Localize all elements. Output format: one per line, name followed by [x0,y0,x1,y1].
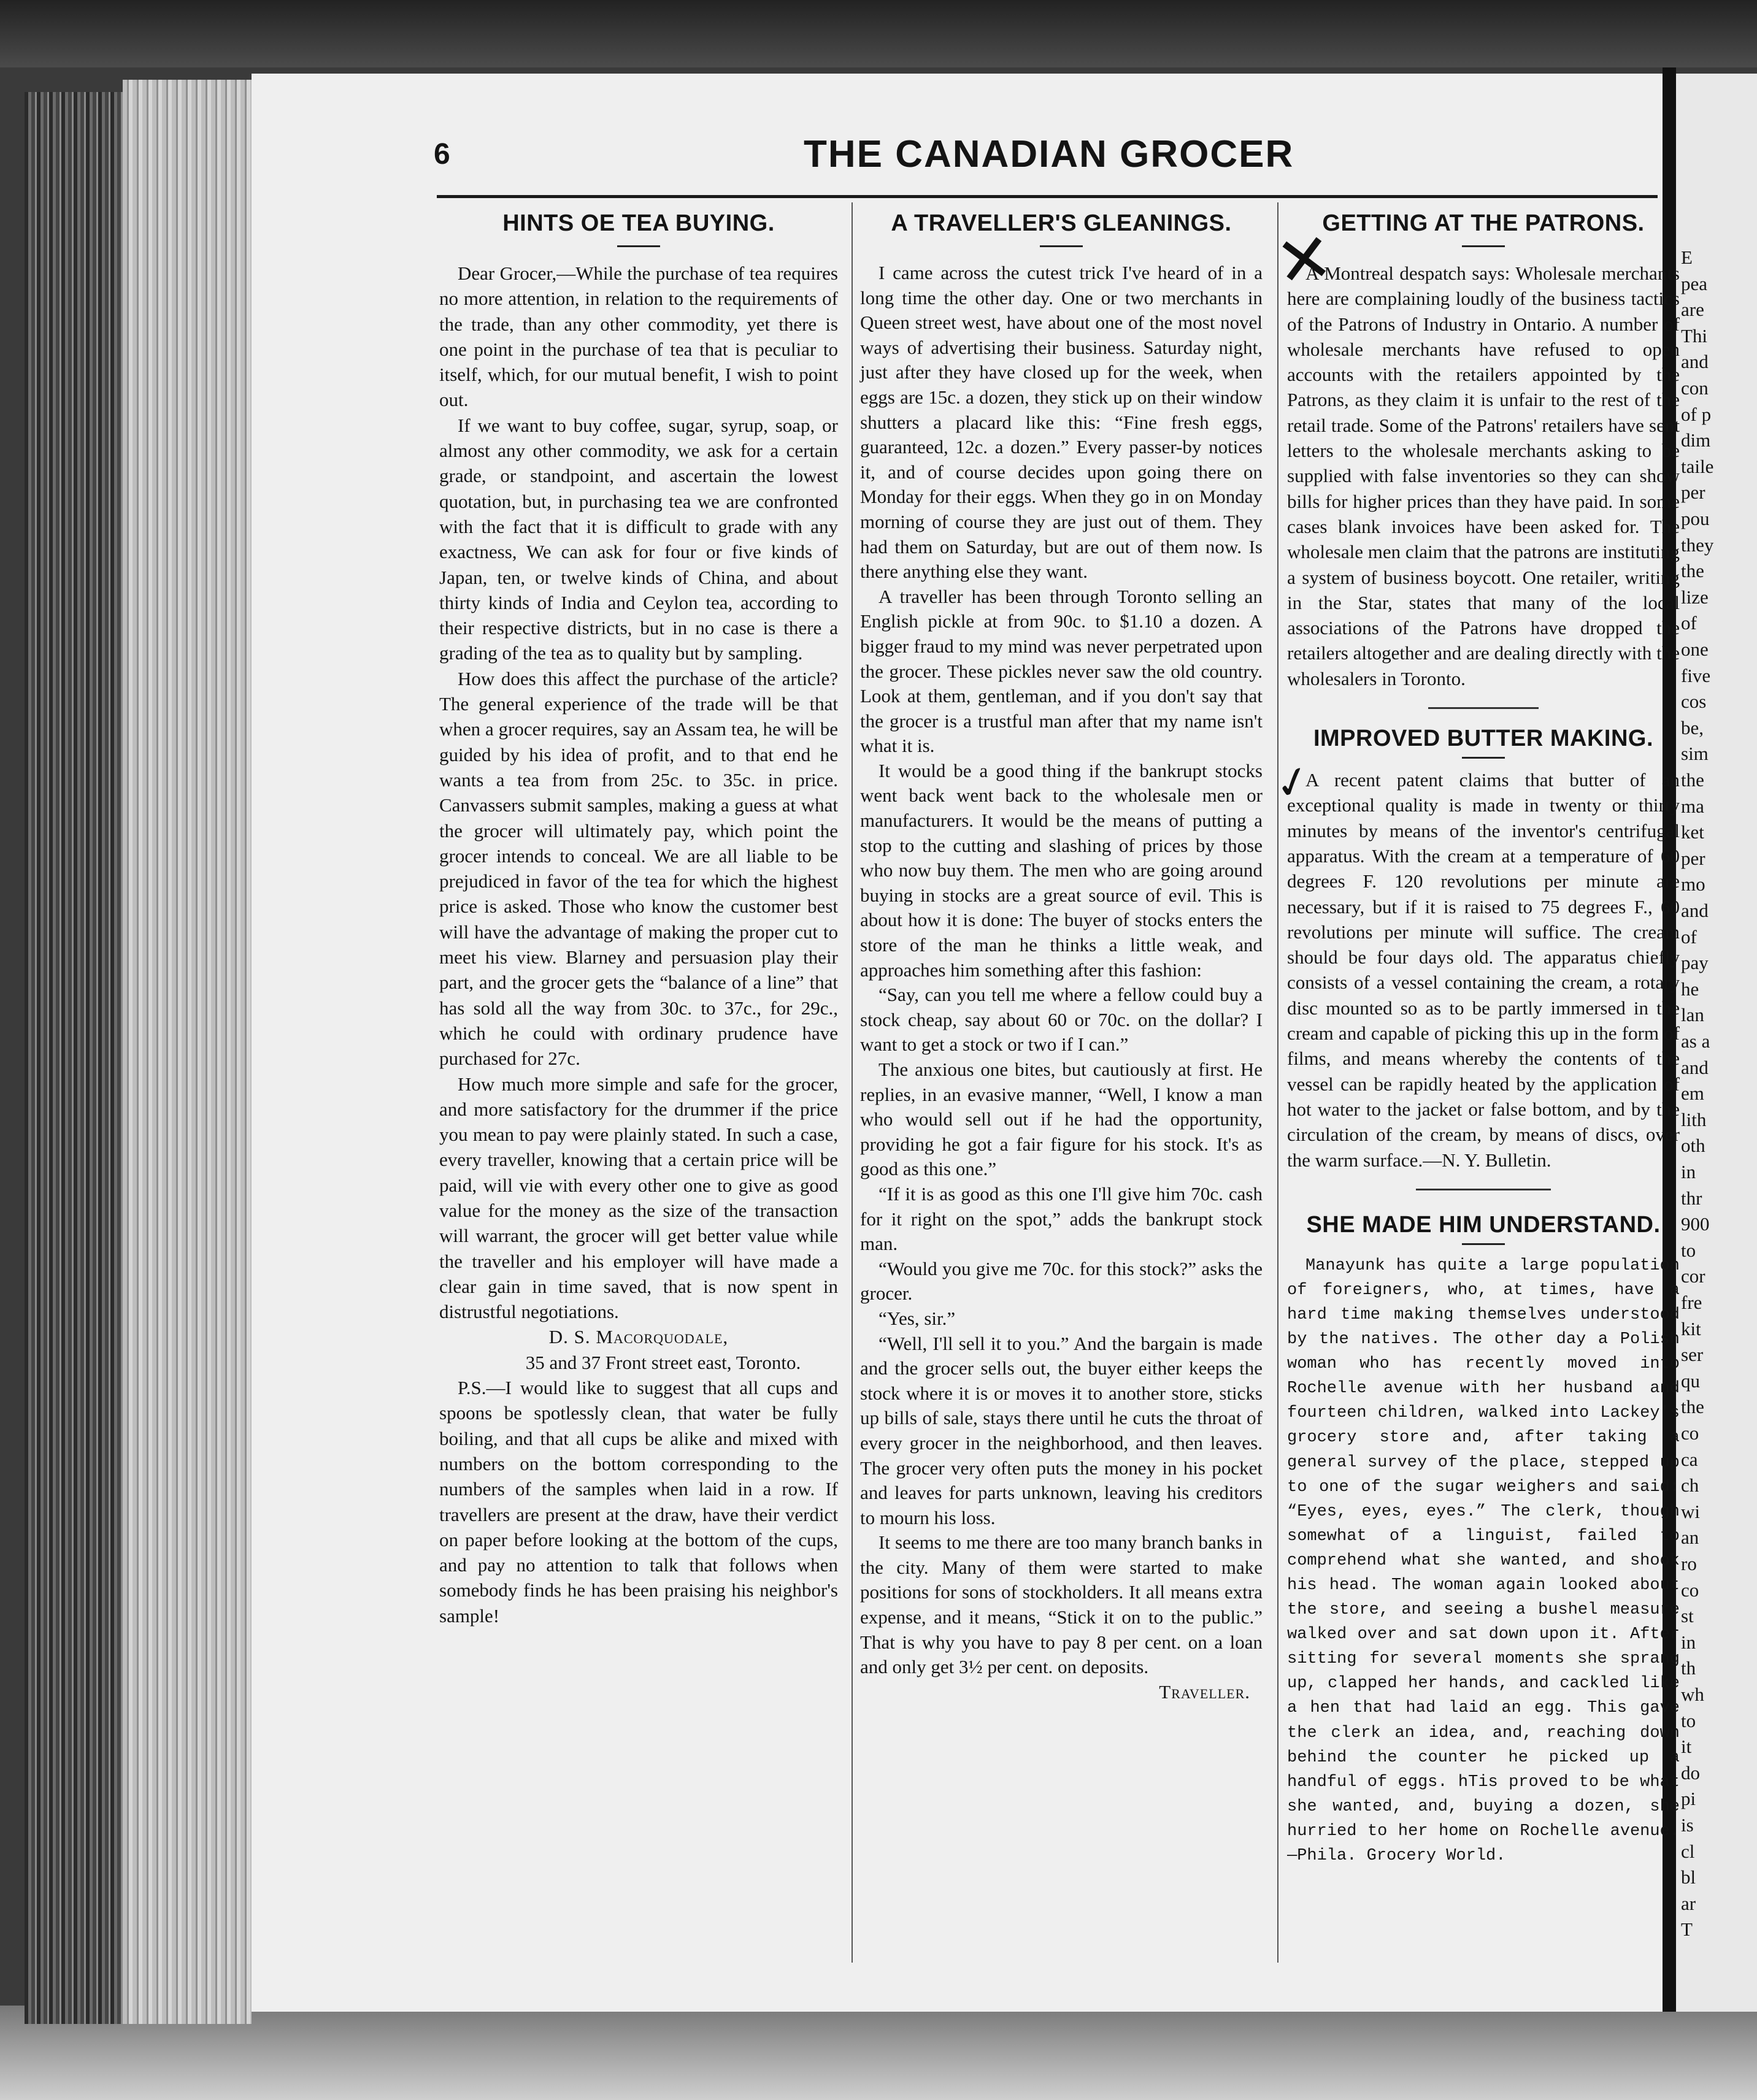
adjacent-page-text-fragment: co [1681,1579,1699,1601]
article-separator [1416,1189,1551,1190]
paragraph: “If it is as good as this one I'll give him 70c. cash for it right on the spot,” adds the bankrupt stock man. [860,1182,1263,1255]
title-rule [1040,245,1083,247]
adjacent-page-text-fragment: dim [1681,429,1711,451]
title-rule [1462,245,1505,247]
scan-background-top [0,0,1757,67]
handwritten-cross-mark: ✕ [1271,217,1338,303]
adjacent-page-text-fragment: ca [1681,1448,1698,1470]
adjacent-page-fragment [1676,74,1757,2012]
adjacent-page-text-fragment: 900 [1681,1213,1710,1235]
paragraph: A recent patent claims that butter of an exceptional quality is made in twenty or thirty minutes by means of the inventor's centrifugal apparatus. With the cream at a temperature of 60 degrees F. 120 revolutions per minute are necessary, but if it is raised to 75 degrees F., 60 revolutions per minute will suffice. The cream should be four days old. The apparatus chiefly consists of a vessel containing the cream, a rotary disc mounted so as to be partly immersed in the cream and capable of picking this up in the form of films, and means whereby the contents of the vessel can be rapidly heated by the application of hot water to the jacket or false bottom, and by the circulation of the cream, by means of discs, over the warm surface.—N. Y. Bulletin. [1287,769,1680,1171]
adjacent-page-text-fragment: ch [1681,1474,1699,1496]
paragraph: It seems to me there are too many branch banks in the city. Many of them were started to make positions for sons of stockholders. It all means extra expense, and it means, “Stick it on to the public.” That is why you have to pay 8 per cent. on a loan and only get 3½ per cent. on deposits. [860,1531,1263,1678]
paragraph: “Well, I'll sell it to you.” And the bargain is made and the grocer sells out, the buyer either keeps the stock where it is or moves it to another store, sticks up bills of sale, stays there until he cuts the throat of every grocer in the neighborhood, and then leaves. The grocer very often puts the money in his pocket and leaves for parts unknown, leaving his creditors to mourn his loss. [860,1332,1263,1528]
book-page-edges-light [123,80,252,2024]
article-title: SHE MADE HIM UNDERSTAND. [1306,1211,1661,1238]
paragraph: The anxious one bites, but cautiously at first. He replies, in an evasive manner, “Well, I know a man who would sell out if he had the opportunity, providing he got a fair figure for his stock. It's as good as this one.” [860,1059,1263,1180]
adjacent-page-text-fragment: taile [1681,455,1714,477]
adjacent-page-text-fragment: pay [1681,952,1709,974]
adjacent-page-text-fragment: T [1681,1918,1693,1941]
paragraph: It would be a good thing if the bankrupt stocks went back went back to the wholesale men or manufacturers. It would be the means of putting a stop to the cutting and slashing of prices by those who now buy them. The men who are going around buying in stocks are a great source of evil. This is about how it is done: The buyer of stocks enters the store of the man he thinks a little weak, and approaches him something after this fashion: [860,759,1263,981]
paragraph: Manayunk has quite a large population of foreigners, who, at times, have a hard time making themselves understood by the natives. The other day a Polish woman who has recently moved into Rochelle avenue with her husband and fourteen children, walked into Lackey's grocery store and, after taking a general survey of the place, stepped up to one of the sugar weighers and said: “Eyes, eyes, eyes.” The clerk, though somewhat of a linguist, failed to comprehend what she wanted, and shook his head. The woman again looked about the store, and seeing a bushel measure walked over and sat down upon it. After sitting for several moments she sprang up, clapped her hands, and cackled like a hen that had laid an egg. This gave the clerk an idea, and, reaching down behind the counter he picked up a handful of eggs. hTis proved to be what she wanted, and, buying a dozen, she hurried to her home on Rochelle avenue.—Phila. Grocery World. [1287,1256,1680,1866]
adjacent-page-text-fragment: pou [1681,508,1710,529]
adjacent-page-text-fragment: he [1681,978,1699,1000]
header-rule [437,195,1658,198]
title-rule [1462,757,1505,759]
adjacent-page-text-fragment: ser [1681,1344,1704,1366]
adjacent-page-text-fragment: as a [1681,1030,1710,1052]
adjacent-page-text-fragment: in [1681,1631,1696,1653]
page-number: 6 [434,138,450,171]
adjacent-page-text-fragment: it [1681,1736,1692,1758]
adjacent-page-text-fragment: qu [1681,1370,1700,1392]
paragraph: If we want to buy coffee, sugar, syrup, soap, or almost any other commodity, we ask for a certain grade, or standpoint, and ascertain the lowest quotation, but, in purchasing tea we are confronted with the fact that it is difficult to grade with any exactness, We can ask for four or five kinds of Japan, ten, or twelve kinds of China, and about thirty kinds of India and Ceylon tea, according to their respective districts, but in no case is there a grading of the tea as to quality but by sampling. [439,414,838,664]
title-rule [1462,1243,1505,1245]
adjacent-page-text-fragment: lith [1681,1108,1707,1130]
adjacent-page-text-fragment: co [1681,1422,1699,1444]
article-title: HINTS OE TEA BUYING. [502,210,775,236]
paragraph: I came across the cutest trick I've heard of in a long time the other day. One or two merchants in Queen street west, have about one of the most novel ways of advertising their business. Saturday night, just after they have closed up for the week, when eggs are 15c. a dozen, they stick up on their window shutters a placard like this: “Fine fresh eggs, guaranteed, 12c. a dozen.” Every passer-by notices it, and of course decides upon going there on Monday for their eggs. When they go in on Monday morning of course they are just out of them. They had them on Saturday, but are out of them now. Is there anything else they want. [860,262,1263,583]
adjacent-page-text-fragment: lan [1681,1004,1704,1026]
author-name: D. S. Macorquodale, [548,1326,729,1348]
article-travellers-gleanings [860,202,1263,1704]
adjacent-page-text-fragment: they [1681,534,1714,556]
scan-background-bottom [0,2006,1757,2100]
adjacent-page-text-fragment: per [1681,481,1705,504]
adjacent-page-text-fragment: ma [1681,795,1704,817]
adjacent-page-text-fragment: bl [1681,1866,1696,1888]
adjacent-page-text-fragment: of p [1681,403,1712,425]
adjacent-page-text-fragment: in [1681,1161,1696,1182]
column-three [1287,202,1680,1868]
adjacent-page-text-fragment: E [1681,247,1693,268]
adjacent-page-text-fragment: cos [1681,691,1707,713]
adjacent-page-text-fragment: one [1681,638,1709,660]
typewriter-article [1287,1254,1680,1868]
adjacent-page-text-fragment: mo [1681,873,1705,895]
paragraph: Dear Grocer,—While the purchase of tea requires no more attention, in relation to the requirements of the trade, than any other commodity, yet there is one point in the purchase of tea that is peculiar to itself, which, for our mutual benefit, I wish to point out. [439,262,838,411]
adjacent-page-text-fragment: st [1681,1605,1694,1627]
adjacent-page-text-fragment: of [1681,612,1697,634]
adjacent-page-text-fragment: and [1681,900,1709,921]
paragraph: A traveller has been through Toronto selling an English pickle at from 90c. to $1.10 a dozen. A bigger fraud to my mind was never perpetrated upon the grocer. These pickles never saw the old country. Look at them, gentleman, and if you don't say that the grocer is a trustful man after that my name isn't what it is. [860,585,1263,757]
adjacent-page-text-fragment: pea [1681,272,1708,294]
postscript: P.S.—I would like to suggest that all cups and spoons be spotlessly clean, that water be fully boiling, and that all cups be alike and mixed with numbers on the bottom corresponding to the numbers of the samples when laid in a row. If travellers are present at the draw, have their verdict on paper before looking at the bottom of the cups, and pay no attention to talk that follows when somebody finds he has been praising his neighbor's sample! [439,1377,838,1627]
paragraph: How much more simple and safe for the grocer, and more satisfactory for the drummer if the price you mean to pay were plainly stated. In such a case, every traveller, knowing that a certain price will be paid, will vie with every other one to give as good value for the money as the size of the transaction will warrant, the grocer will get better value while the traveller and his employer will have made a clear gain in time saved, that is now spent in distrustful negotiations. [439,1073,838,1323]
author-address: 35 and 37 Front street east, Toronto. [525,1351,801,1373]
adjacent-page-text-fragment: the [1681,560,1704,582]
article-title: A TRAVELLER'S GLEANINGS. [891,210,1232,236]
article-title: GETTING AT THE PATRONS. [1322,210,1645,236]
paragraph: “Yes, sir.” [878,1307,956,1329]
adjacent-page-text-fragment: and [1681,1056,1709,1078]
adjacent-page-text-fragment: th [1681,1657,1696,1679]
article-separator [1428,707,1539,709]
paragraph: “Would you give me 70c. for this stock?” asks the grocer. [860,1257,1263,1305]
adjacent-page-text-fragment: is [1681,1814,1694,1836]
handwritten-check-mark: ✓ [1269,753,1317,812]
adjacent-page-text-fragment: sim [1681,743,1709,765]
adjacent-page-text-fragment: thr [1681,1187,1702,1209]
adjacent-page-text-fragment: cor [1681,1265,1705,1287]
adjacent-page-text-fragment: em [1681,1083,1704,1105]
column-divider [852,202,853,1963]
adjacent-page-text-fragment: kit [1681,1317,1701,1339]
author-signature: Traveller. [1159,1680,1250,1703]
adjacent-page-text-fragment: ro [1681,1553,1697,1574]
adjacent-page-text-fragment: pi [1681,1788,1696,1810]
adjacent-page-text-fragment: con [1681,377,1709,399]
adjacent-page-text-fragment: wi [1681,1500,1700,1522]
adjacent-page-text-fragment: fre [1681,1292,1702,1313]
column-divider [1277,202,1278,1963]
adjacent-page-text-fragment: and [1681,351,1709,373]
adjacent-page-text-fragment: the [1681,1396,1704,1418]
paragraph: A Montreal despatch says: Wholesale merchants here are complaining loudly of the business tactics of the Patrons of Industry in Ontario. A number of wholesale merchants have refused to open accounts with the retailers appointed by the Patrons, as they claim it is unfair to the rest of the retail trade. Some of the Patrons' retailers have sent letters to the wholesale merchants asking to be supplied with false inventories so they can show bills for higher prices than they have paid. In some cases blank invoices have been asked for. The wholesale men claim that the patrons are instituting a system of business boycott. One retailer, writing in the Star, states that many of the local associations of the Patrons have dropped the retailers altogether and are dealing directly with the wholesalers in Toronto. [1287,262,1680,689]
adjacent-page-text-fragment: per [1681,847,1705,869]
adjacent-page-text-fragment: do [1681,1761,1700,1784]
adjacent-page-text-fragment: wh [1681,1684,1704,1705]
adjacent-page-text-fragment: cl [1681,1840,1695,1862]
adjacent-page-text-fragment: to [1681,1239,1696,1261]
adjacent-page-text-fragment: ket [1681,821,1704,843]
paragraph: How does this affect the purchase of the article? The general experience of the trade will be that when a grocer requires, say an Assam tea, he will be guided by his idea of profit, and to that end he wants a tea from from 25c. to 35c. in price. Canvassers submit samples, making a guess at what the grocer will ultimately pay, which point the grocer intends to conceal. We are all liable to be prejudiced in favor of the tea for which the highest price is asked. Those who know the customer best will have the advantage of making the proper cut to meet his view. Blarney and persuasion play their part, and the grocer gets the “balance of a line” that has sold all the way from 30c. to 37c., for 29c., which he could with ordinary prudence have purchased for 27c. [439,667,838,1070]
adjacent-page-text-fragment: an [1681,1527,1699,1549]
adjacent-page-text-fragment: are [1681,299,1704,321]
adjacent-page-text-fragment: oth [1681,1135,1705,1157]
adjacent-page-text-fragment: five [1681,664,1711,686]
adjacent-page-text-fragment: lize [1681,586,1709,608]
paragraph: “Say, can you tell me where a fellow could buy a stock cheap, say about 60 or 70c. on the dollar? I want to get a stock or two if I can.” [860,984,1263,1056]
title-rule [617,245,660,247]
article-title: IMPROVED BUTTER MAKING. [1313,726,1654,752]
adjacent-page-text-fragment: to [1681,1709,1696,1731]
article-hints-on-tea-buying [439,202,838,1628]
adjacent-page-text-fragment: of [1681,925,1697,948]
adjacent-page-text-fragment: Thi [1681,324,1708,347]
adjacent-page-text-fragment: the [1681,769,1704,791]
masthead-title: THE CANADIAN GROCER [804,133,1294,175]
adjacent-page-text-fragment: ar [1681,1892,1696,1914]
adjacent-page-text-fragment: be, [1681,716,1704,738]
